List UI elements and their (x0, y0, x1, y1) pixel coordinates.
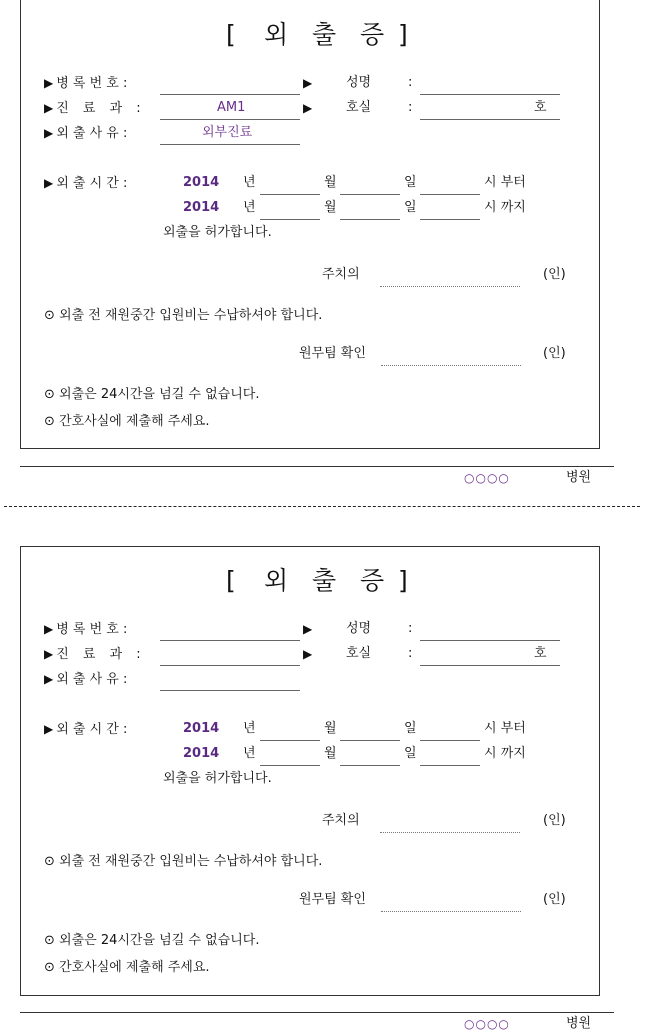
patient-no-field[interactable] (160, 94, 300, 95)
hospital-name-mark: ○○○○ (464, 1017, 510, 1031)
title-char: 출 (312, 20, 337, 49)
to-year: 2014 (183, 200, 220, 215)
hospital-name-mark: ○○○○ (464, 471, 510, 485)
to-year-unit: 년 (243, 746, 256, 761)
from-year-unit: 년 (243, 721, 256, 736)
dept-label: ▶ 진 료 과 : (44, 101, 146, 116)
to-year: 2014 (183, 746, 220, 761)
name-colon: : (408, 621, 413, 636)
title-char: 증 (360, 20, 385, 49)
to-month-field[interactable] (260, 765, 320, 766)
hospital-label: 병원 (566, 1016, 592, 1031)
form-border (20, 0, 600, 449)
title-bracket-close: ] (398, 20, 408, 49)
name-colon: : (408, 75, 413, 90)
name-label (303, 75, 315, 92)
triangle-marker-icon: ▶ (303, 622, 313, 636)
name-label-text: 성명 (346, 621, 372, 636)
notice-24h: ⊙ 외출은 24시간을 넘길 수 없습니다. (44, 387, 260, 402)
from-tail: 시 부터 (484, 175, 526, 190)
team-seal: (인) (543, 892, 566, 907)
permit-text: 외출을 허가합니다. (163, 771, 272, 786)
from-tail: 시 부터 (484, 721, 526, 736)
team-confirm-label: 원무팀 확인 (299, 892, 366, 907)
permit-text: 외출을 허가합니다. (163, 225, 272, 240)
dept-field[interactable] (160, 665, 300, 666)
to-month-unit: 월 (324, 200, 337, 215)
form-title (226, 20, 408, 50)
triangle-marker-icon: ▶ (44, 622, 54, 636)
to-day-unit: 일 (404, 200, 417, 215)
patient-no-field[interactable] (160, 640, 300, 641)
title-char: 외 (264, 566, 289, 595)
to-day-unit: 일 (404, 746, 417, 761)
cut-line (4, 506, 640, 507)
from-month-field[interactable] (260, 740, 320, 741)
doctor-label: 주치의 (322, 813, 360, 828)
doctor-sign-field[interactable] (380, 286, 520, 287)
notice-payment: ⊙ 외출 전 재원중간 입원비는 수납하셔야 합니다. (44, 854, 323, 869)
footer-rule (20, 466, 614, 467)
from-year: 2014 (183, 721, 220, 736)
team-sign-field[interactable] (381, 911, 521, 912)
outing-permit-form-1 (0, 0, 645, 490)
title-bracket-close: ] (398, 566, 408, 595)
to-tail: 시 까지 (484, 746, 526, 761)
room-suffix: 호 (534, 100, 547, 115)
team-seal: (인) (543, 346, 566, 361)
title-char: 출 (312, 566, 337, 595)
time-label: ▶ 외 출 시 간 : (44, 722, 128, 737)
dept-label: ▶ 진 료 과 : (44, 647, 146, 662)
room-colon: : (408, 100, 413, 115)
room-field[interactable] (420, 665, 560, 666)
to-day-field[interactable] (340, 765, 400, 766)
reason-value: 외부진료 (202, 125, 253, 140)
triangle-marker-icon: ▶ (303, 101, 313, 115)
triangle-marker-icon: ▶ (303, 76, 313, 90)
triangle-marker-icon: ▶ (44, 126, 54, 140)
title-bracket-open: [ (226, 20, 236, 49)
from-month-unit: 월 (324, 721, 337, 736)
reason-label: ▶ 외 출 사 유 : (44, 126, 128, 141)
form-border (20, 546, 600, 996)
title-char: 증 (360, 566, 385, 595)
triangle-marker-icon: ▶ (303, 647, 313, 661)
from-hour-field[interactable] (420, 194, 480, 195)
triangle-marker-icon: ▶ (44, 101, 54, 115)
from-day-unit: 일 (404, 175, 417, 190)
patient-no-label: ▶ 병 록 번 호 : (44, 76, 128, 91)
to-day-field[interactable] (340, 219, 400, 220)
to-hour-field[interactable] (420, 219, 480, 220)
room-label: 호실 (346, 646, 372, 661)
time-label: ▶ 외 출 시 간 : (44, 176, 128, 191)
outing-permit-form-2 (0, 546, 645, 1036)
reason-label: ▶ 외 출 사 유 : (44, 672, 128, 687)
reason-field[interactable] (160, 690, 300, 691)
triangle-marker-icon: ▶ (44, 672, 54, 686)
notice-submit: ⊙ 간호사실에 제출해 주세요. (44, 414, 210, 429)
footer-rule (20, 1012, 614, 1013)
hospital-label: 병원 (566, 470, 592, 485)
doctor-sign-field[interactable] (380, 832, 520, 833)
to-month-field[interactable] (260, 219, 320, 220)
name-marker (303, 621, 315, 638)
patient-no-label: ▶ 병 록 번 호 : (44, 622, 128, 637)
doctor-seal: (인) (543, 267, 566, 282)
to-hour-field[interactable] (420, 765, 480, 766)
to-month-unit: 월 (324, 746, 337, 761)
name-field[interactable] (420, 640, 560, 641)
team-sign-field[interactable] (381, 365, 521, 366)
to-year-unit: 년 (243, 200, 256, 215)
title-char: 외 (264, 20, 289, 49)
room-marker (303, 646, 315, 663)
doctor-seal: (인) (543, 813, 566, 828)
from-month-unit: 월 (324, 175, 337, 190)
to-tail: 시 까지 (484, 200, 526, 215)
notice-24h: ⊙ 외출은 24시간을 넘길 수 없습니다. (44, 933, 260, 948)
title-bracket-open: [ (226, 566, 236, 595)
name-field[interactable] (420, 94, 560, 95)
room-field[interactable] (420, 119, 560, 120)
triangle-marker-icon: ▶ (44, 76, 54, 90)
room-label: 호실 (346, 100, 372, 115)
from-month-field[interactable] (260, 194, 320, 195)
room-colon: : (408, 646, 413, 661)
triangle-marker-icon: ▶ (44, 722, 54, 736)
form-title (226, 566, 408, 596)
dept-value: AM1 (217, 100, 246, 115)
from-hour-field[interactable] (420, 740, 480, 741)
notice-payment: ⊙ 외출 전 재원중간 입원비는 수납하셔야 합니다. (44, 308, 323, 323)
from-day-unit: 일 (404, 721, 417, 736)
room-marker (303, 100, 315, 117)
room-suffix: 호 (534, 646, 547, 661)
doctor-label: 주치의 (322, 267, 360, 282)
name-label-text: 성명 (346, 75, 372, 90)
reason-field[interactable] (160, 144, 300, 145)
from-day-field[interactable] (340, 740, 400, 741)
triangle-marker-icon: ▶ (44, 647, 54, 661)
dept-field[interactable] (160, 119, 300, 120)
from-year-unit: 년 (243, 175, 256, 190)
notice-submit: ⊙ 간호사실에 제출해 주세요. (44, 960, 210, 975)
from-day-field[interactable] (340, 194, 400, 195)
triangle-marker-icon: ▶ (44, 176, 54, 190)
from-year: 2014 (183, 175, 220, 190)
team-confirm-label: 원무팀 확인 (299, 346, 366, 361)
